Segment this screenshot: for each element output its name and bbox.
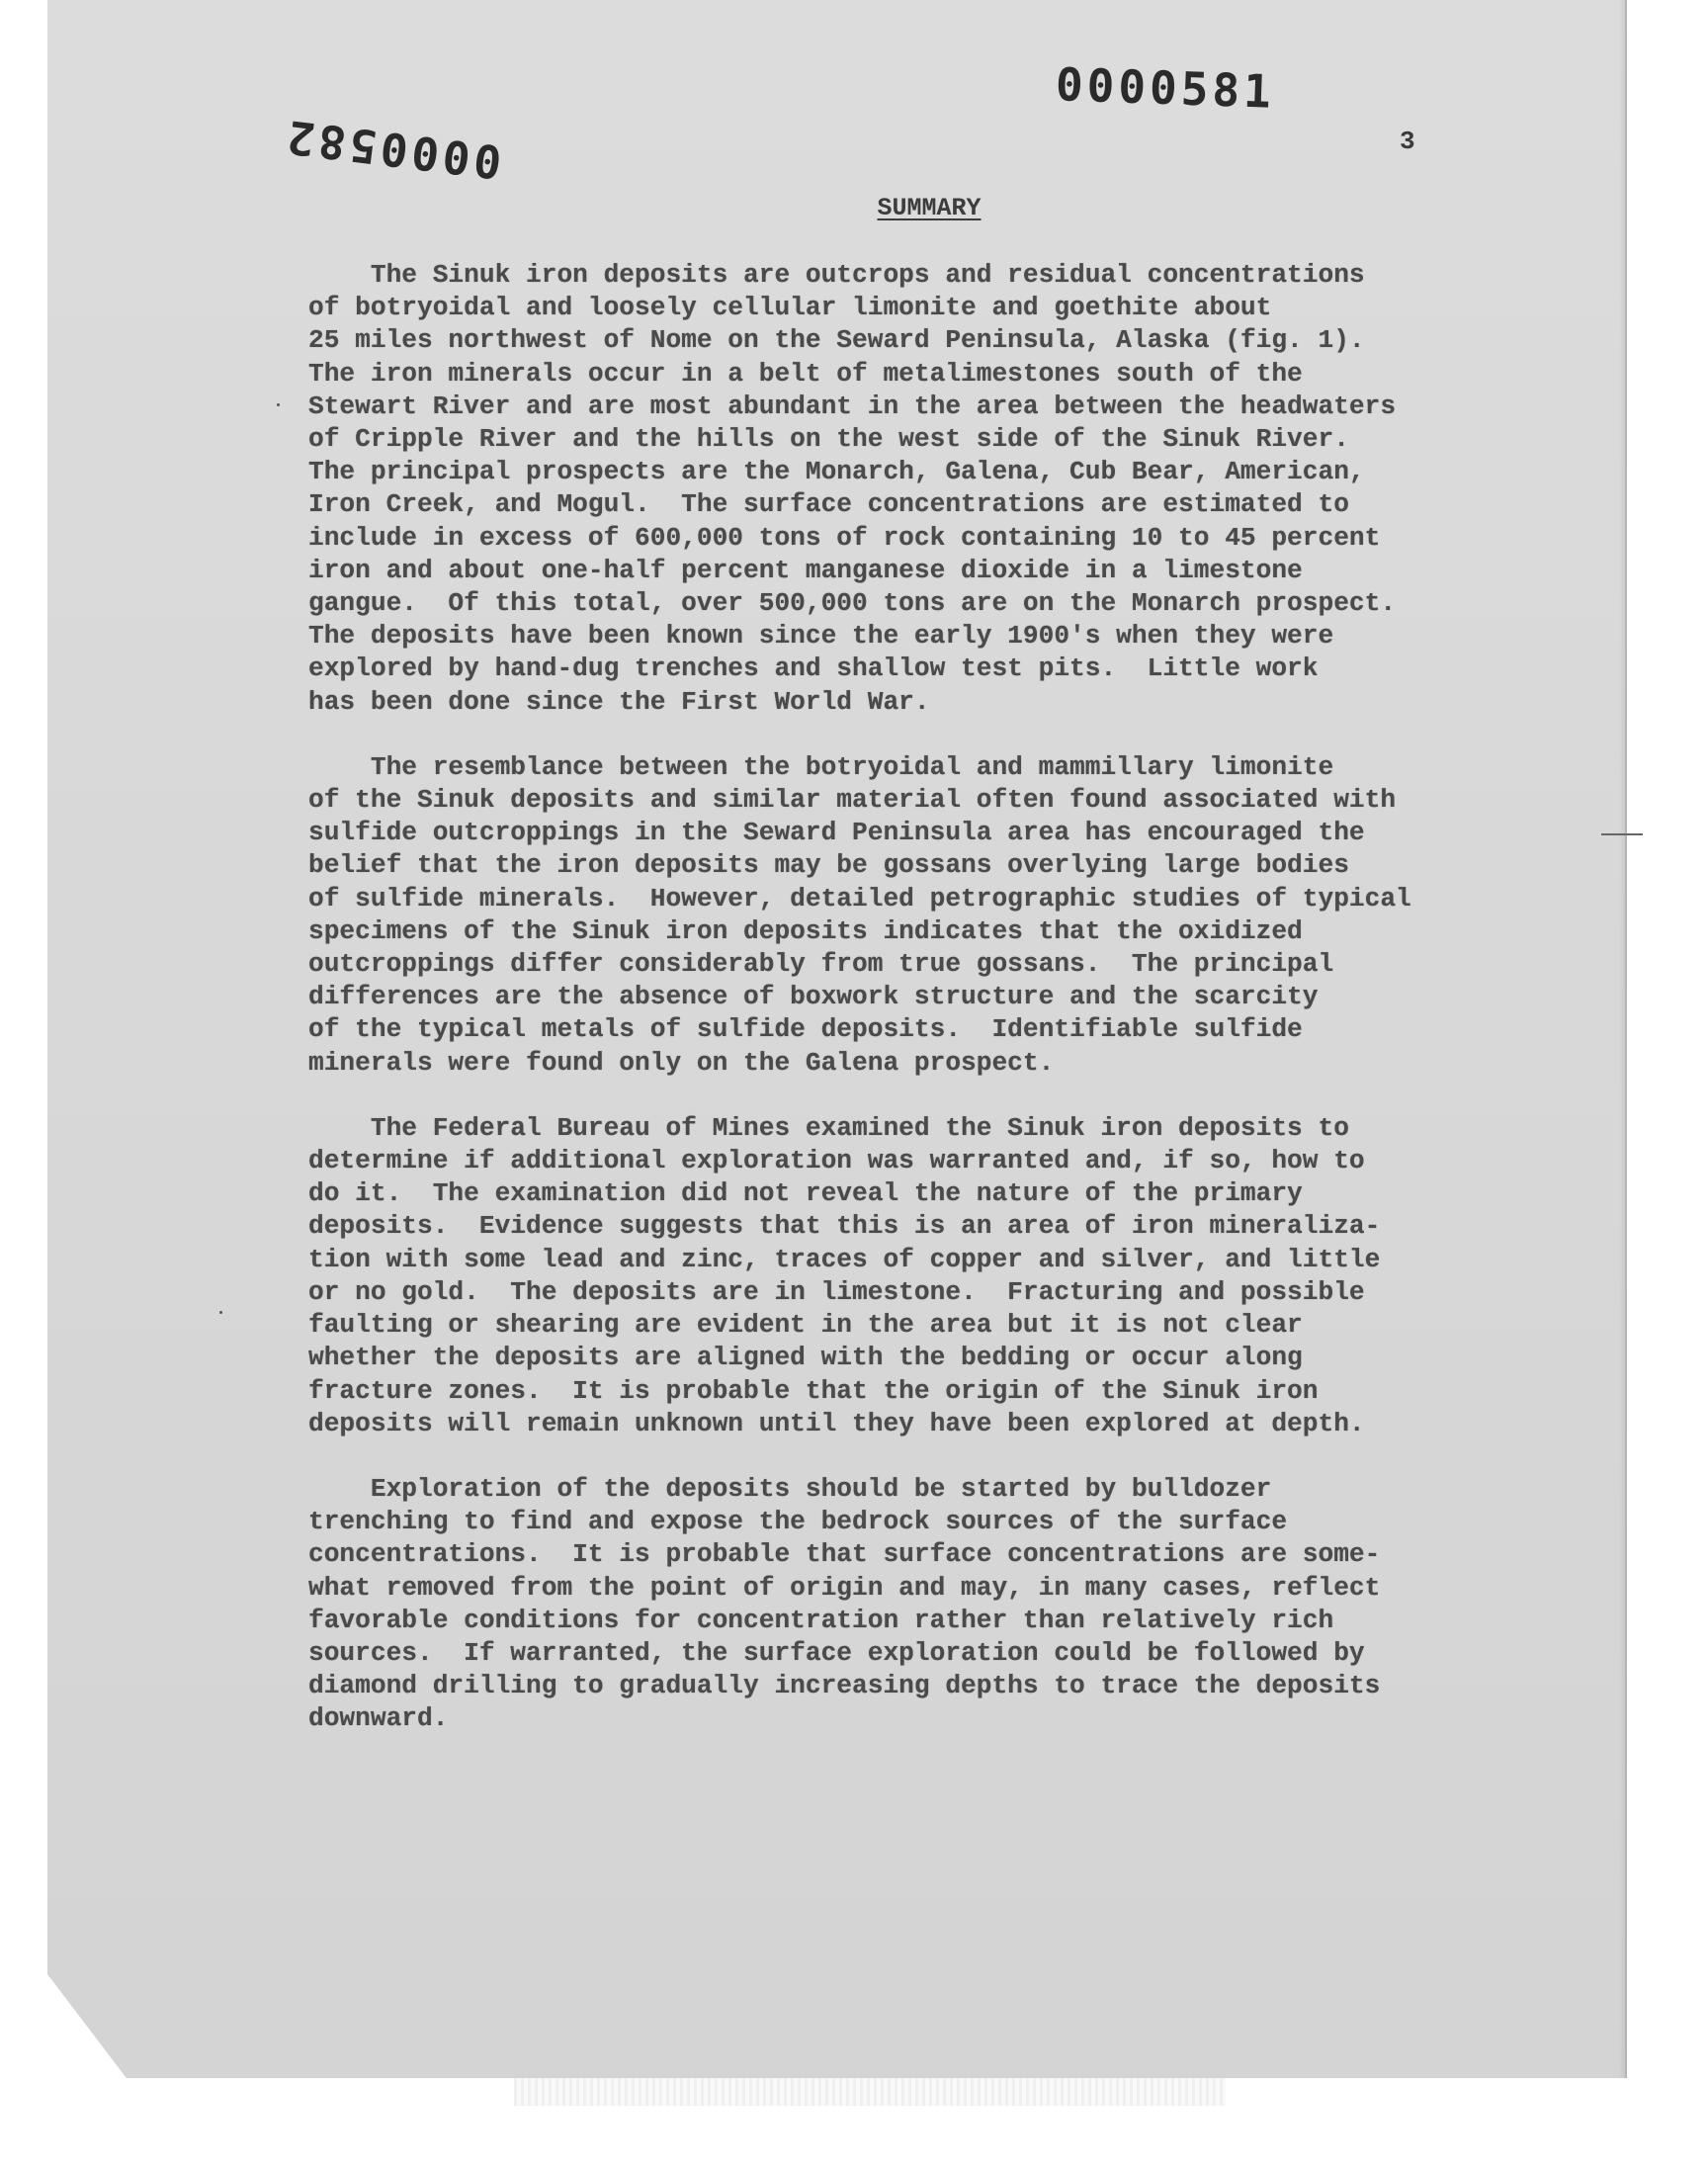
paragraph: Exploration of the deposits should be started by bulldozer trenching to find and expose the bedrock sources of the surface concentrations. It is probable that surface concentrations are some- what removed from the point of origin and may, in many cases, reflect favorable conditions for concentration rather than relatively rich sources. If warranted, the surface exploration could be followed by diamond drilling to gradually increasing depths to trace the deposits downward. bbox=[308, 1473, 1381, 1734]
scan-edge-artifact bbox=[514, 2078, 1226, 2106]
scan-speck bbox=[277, 403, 280, 406]
paragraph: The resemblance between the botryoidal and mammillary limonite of the Sinuk deposits and similar material often found associated with sulfide outcroppings in the Seward Peninsula area has encouraged the belief that the iron deposits may be gossans overlying large bodies of sulfide minerals. However, detailed petrographic studies of typical specimens of the Sinuk iron deposits indicates that the oxidized outcroppings differ considerably from true gossans. The principal differences are the absence of boxwork structure and the scarcity of the typical metals of sulfide deposits. Identifiable sulfide minerals were found only on the Galena prospect. bbox=[308, 751, 1411, 1078]
document-stamp-number: 0000581 bbox=[1055, 57, 1276, 119]
paragraph: The Sinuk iron deposits are outcrops and residual concentrations of botryoidal and loosely cellular limonite and goethite about 25 miles northwest of Nome on the Seward Peninsula, Alaska (fig. 1). The iron minerals occur in a belt of metalimestones south of the Stewart River and are most abundant in the area between the headwaters of Cripple River and the hills on the west side of the Sinuk River. The principal prospects are the Monarch, Galena, Cub Bear, American, Iron Creek, and Mogul. The surface concentrations are estimated to include in excess of 600,000 tons of rock containing 10 to 45 percent iron and about one-half percent manganese dioxide in a limestone gangue. Of this total, over 500,000 tons are on the Monarch prospect. The deposits have been known since the early 1900's when they were explored by hand-dug trenches and shallow test pits. Little work has been done since the First World War. bbox=[308, 260, 1397, 717]
summary-body bbox=[308, 259, 1494, 1769]
paragraph: The Federal Bureau of Mines examined the Sinuk iron deposits to determine if additional exploration was warranted and, if so, how to do it. The examination did not reveal the nature of the primary deposits. Evidence suggests that this is an area of iron mineraliza- tion with some lead and zinc, traces of copper and silver, and little or no gold. The deposits are in limestone. Fracturing and possible faulting or shearing are evident in the area but it is not clear whether the deposits are aligned with the bedding or occur along fracture zones. It is probable that the origin of the Sinuk iron deposits will remain unknown until they have been explored at depth. bbox=[308, 1112, 1381, 1438]
page-number: 3 bbox=[1400, 127, 1415, 156]
scan-speck bbox=[219, 1311, 222, 1314]
rotated-stamp-number: 0000582 bbox=[280, 109, 505, 190]
section-heading: SUMMARY bbox=[877, 194, 982, 222]
margin-mark bbox=[1601, 833, 1643, 835]
